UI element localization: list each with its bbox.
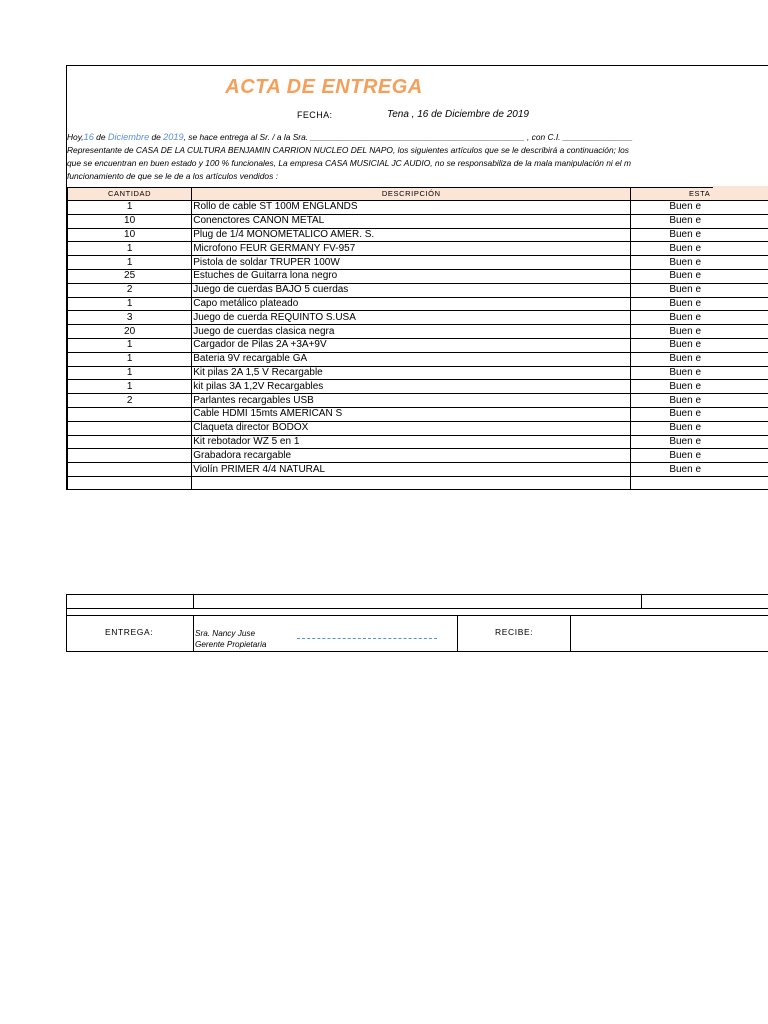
table-row [68,394,768,408]
table-row [68,380,768,394]
table-row [68,476,768,490]
signature-row [67,615,768,651]
description-cell: Conenctores CANON METAL [192,214,631,228]
description-cell: Bateria 9V recargable GA [192,352,631,366]
description-cell: kit pilas 3A 1,2V Recargables [192,380,631,394]
quantity-cell: 1 [68,352,192,366]
description-cell: Capo metálico plateado [192,297,631,311]
intro-de-1: de [93,132,108,142]
state-cell: Buen e [631,256,768,270]
intro-suffix: , se hace entrega al Sr. / a la Sra. ______________________________________________ , con C.I. _______________ [183,132,633,142]
table-row [68,297,768,311]
quantity-cell [68,407,192,421]
items-table-body [68,201,768,491]
spacer-divider-2 [641,595,642,608]
state-cell: Buen e [631,283,768,297]
description-cell: Kit rebotador WZ 5 en 1 [192,435,631,449]
state-cell: Buen e [631,407,768,421]
quantity-cell: 1 [68,380,192,394]
description-cell [192,476,631,490]
quantity-cell: 1 [68,242,192,256]
description-cell: Plug de 1/4 MONOMETALICO AMER. S. [192,228,631,242]
signature-spacer-row [67,594,768,609]
intro-line-3: que se encuentran en buen estado y 100 % funcionales, La empresa CASA MUSICIAL JC AUDIO, no se responsabiliza de la mala manipulación ni el m [67,158,631,168]
state-cell: Buen e [631,242,768,256]
state-cell: Buen e [631,311,768,325]
quantity-cell: 1 [68,297,192,311]
date-value: Tena , 16 de Diciembre de 2019 [387,109,529,120]
description-cell: Kit pilas 2A 1,5 V Recargable [192,366,631,380]
intro-paragraph [67,131,768,183]
description-cell: Pistola de soldar TRUPER 100W [192,256,631,270]
quantity-cell: 1 [68,366,192,380]
description-cell: Rollo de cable ST 100M ENGLANDS [192,201,631,215]
quantity-cell: 1 [68,201,192,215]
state-cell: Buen e [631,325,768,339]
state-cell: Buen e [631,435,768,449]
table-row [68,463,768,477]
state-cell [631,476,768,490]
table-row [68,283,768,297]
intro-line-1 [67,131,768,144]
state-cell: Buen e [631,463,768,477]
recibe-label: RECIBE: [495,627,534,637]
quantity-cell: 10 [68,214,192,228]
description-cell: Juego de cuerda REQUINTO S.USA [192,311,631,325]
items-table [67,187,768,490]
document-title: ACTA DE ENTREGA [225,76,423,98]
header-quantity: CANTIDAD [68,188,192,201]
description-cell: Cable HDMI 15mts AMERICAN S [192,407,631,421]
spacer-divider-1 [193,595,194,608]
quantity-cell [68,449,192,463]
intro-year: 2019 [163,132,184,142]
header-fill-overflow [713,186,768,198]
deliverer-name [195,628,266,650]
state-cell: Buen e [631,421,768,435]
table-row [68,269,768,283]
table-row [68,256,768,270]
header-description: DESCRIPCIÓN [192,188,631,201]
intro-day: 16 [83,132,94,142]
entrega-label: ENTREGA: [105,627,154,637]
date-label: FECHA: [297,110,333,120]
intro-line-4: funcionamiento de que se le de a los artículos vendidos : [67,171,278,181]
quantity-cell [68,435,192,449]
table-row [68,407,768,421]
state-cell: Buen e [631,366,768,380]
signature-line [297,638,437,639]
state-cell: Buen e [631,380,768,394]
state-cell: Buen e [631,352,768,366]
quantity-cell: 1 [68,256,192,270]
table-row [68,228,768,242]
table-row [68,325,768,339]
quantity-cell: 20 [68,325,192,339]
table-row [68,214,768,228]
state-cell: Buen e [631,228,768,242]
state-cell: Buen e [631,269,768,283]
description-cell: Microfono FEUR GERMANY FV-957 [192,242,631,256]
state-cell: Buen e [631,449,768,463]
signature-divider-1 [193,616,194,651]
quantity-cell: 1 [68,338,192,352]
quantity-cell: 3 [68,311,192,325]
intro-month: Diciembre [107,132,150,142]
table-row [68,366,768,380]
quantity-cell [68,463,192,477]
description-cell: Estuches de Guitarra lona negro [192,269,631,283]
quantity-cell: 25 [68,269,192,283]
description-cell: Juego de cuerdas clasica negra [192,325,631,339]
description-cell: Grabadora recargable [192,449,631,463]
signature-divider-2 [457,616,458,651]
intro-de-2: de [149,132,164,142]
quantity-cell: 2 [68,394,192,408]
quantity-cell [68,476,192,490]
table-row [68,311,768,325]
deliverer-name-line: Sra. Nancy Juse [195,629,256,638]
table-row [68,338,768,352]
state-cell: Buen e [631,297,768,311]
intro-prefix: Hoy, [67,132,84,142]
state-cell: Buen e [631,201,768,215]
state-cell: Buen e [631,394,768,408]
table-row [68,449,768,463]
deliverer-role-line: Gerente Propietaria [195,640,267,649]
table-row [68,352,768,366]
description-cell: Claqueta director BODOX [192,421,631,435]
description-cell: Cargador de Pilas 2A +3A+9V [192,338,631,352]
header-state: ESTA [631,188,768,201]
table-row [68,242,768,256]
description-cell: Juego de cuerdas BAJO 5 cuerdas [192,283,631,297]
intro-line-2: Representante de CASA DE LA CULTURA BENJAMIN CARRION NUCLEO DEL NAPO, los siguientes artículos que se le describirá a continuación; los [67,145,629,155]
state-cell: Buen e [631,338,768,352]
table-header-row [68,188,768,201]
description-cell: Violín PRIMER 4/4 NATURAL [192,463,631,477]
delivery-record-sheet [66,65,768,490]
state-cell: Buen e [631,214,768,228]
signature-divider-3 [570,616,571,651]
quantity-cell: 10 [68,228,192,242]
quantity-cell: 2 [68,283,192,297]
table-row [68,421,768,435]
description-cell: Parlantes recargables USB [192,394,631,408]
quantity-cell [68,421,192,435]
table-row [68,435,768,449]
table-row [68,201,768,215]
signature-block [66,594,768,652]
